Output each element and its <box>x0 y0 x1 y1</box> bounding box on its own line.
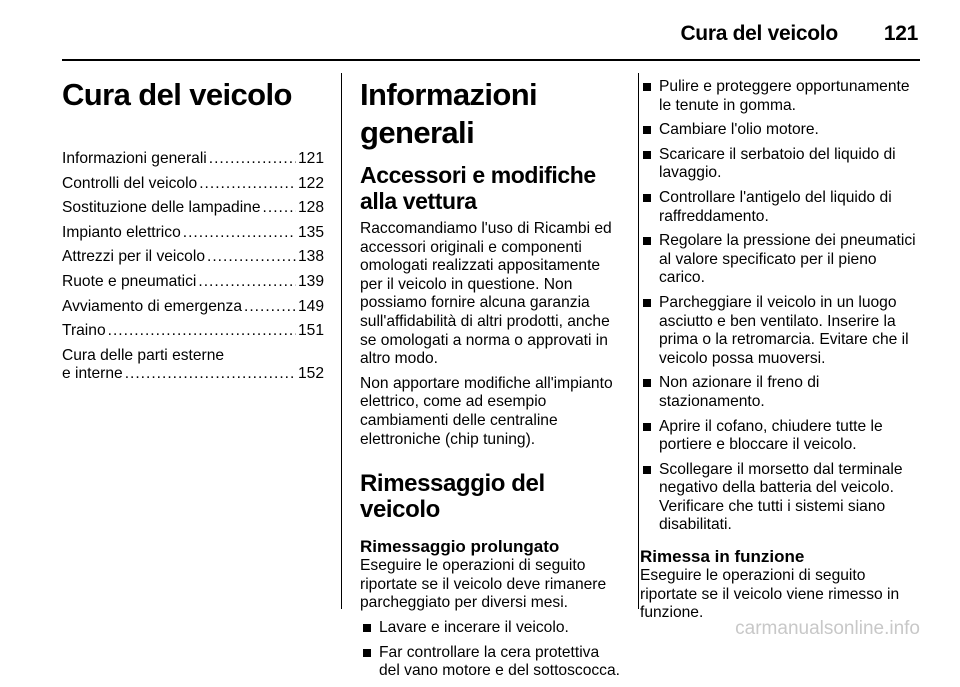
toc-entry[interactable] <box>62 199 324 218</box>
paragraph: Eseguire le operazioni di seguito riportate se il veicolo viene rimesso in funzione. <box>640 567 900 622</box>
toc-entry-page: 122 <box>297 174 324 192</box>
bullet-list <box>640 78 922 535</box>
toc-entry-label: Attrezzi per il veicolo <box>62 248 205 266</box>
toc-entry-page: 149 <box>297 297 324 315</box>
toc-leader <box>263 199 296 218</box>
toc-entry[interactable] <box>62 224 324 243</box>
subsection-heading: Rimessaggio prolungato <box>360 537 560 557</box>
subsection-heading: Rimessa in funzione <box>640 547 805 567</box>
list-item: Cambiare l'olio motore. <box>640 121 922 140</box>
paragraph: Eseguire le operazioni di seguito riportate se il veicolo deve rimanere parcheggiato per diversi mesi. <box>360 557 607 612</box>
toc-entry-page: 128 <box>297 199 324 217</box>
paragraph: Non apportare modifiche all'impianto elettrico, come ad esempio cambiamenti delle centraline elettroniche (chip tuning). <box>360 374 613 448</box>
toc-entry-label: Impianto elettrico <box>62 223 181 241</box>
watermark: carmanualsonline.info <box>735 618 920 639</box>
list-item: Aprire il cofano, chiudere tutte le portiere e bloccare il veicolo. <box>640 418 922 455</box>
table-of-contents <box>62 150 324 384</box>
toc-entry-label: e interne <box>62 365 123 383</box>
toc-leader <box>125 365 296 384</box>
toc-entry[interactable] <box>62 298 324 317</box>
toc-entry-page: 139 <box>297 272 324 290</box>
toc-entry[interactable] <box>62 175 324 194</box>
toc-entry-row <box>62 365 324 384</box>
toc-entry[interactable] <box>62 150 324 169</box>
paragraph: Raccomandiamo l'uso di Ricambi ed accessori originali e componenti omologati realizzati appositamente per il veicolo in questione. Non possiamo fornire alcuna garanzia sull'affidabilità di altri prodotti, anche se omologati a norma o approvati in altro modo. <box>360 220 612 368</box>
page-number: 121 <box>883 22 918 45</box>
toc-leader <box>183 224 296 243</box>
toc-leader <box>108 322 296 341</box>
toc-entry-label: Sostituzione delle lampadine <box>62 199 261 217</box>
header-title: Cura del veicolo <box>680 22 838 45</box>
toc-entry[interactable] <box>62 248 324 267</box>
column-divider-right <box>638 73 639 609</box>
toc-entry-label: Traino <box>62 322 106 340</box>
toc-column <box>62 70 324 390</box>
toc-entry[interactable] <box>62 322 324 341</box>
toc-entry-label: Informazioni generali <box>62 150 207 167</box>
section-title: Informazioni generali <box>360 77 538 150</box>
toc-entry[interactable] <box>62 273 324 292</box>
list-item: Non azionare il freno di stazionamento. <box>640 374 922 411</box>
list-item: Pulire e proteggere opportunamente le tenute in gomma. <box>640 78 922 115</box>
content-column-middle <box>360 70 622 687</box>
list-item: Controllare l'antigelo del liquido di raffreddamento. <box>640 189 922 226</box>
subsection-title: Accessori e modifiche alla vettura <box>360 162 596 214</box>
toc-entry-label: Ruote e pneumatici <box>62 272 197 290</box>
toc-entry-page: 138 <box>297 248 324 266</box>
section-heading: Rimessaggio del veicolo <box>360 470 545 524</box>
list-item: Scollegare il morsetto dal terminale negativo della batteria del veicolo. Verificare che tutti i sistemi siano disabilitati. <box>640 461 922 535</box>
toc-entry-page: 151 <box>297 322 324 340</box>
column-divider-left <box>341 73 342 609</box>
toc-entry-label: Avviamento di emergenza <box>62 297 243 315</box>
list-item: Lavare e incerare il veicolo. <box>360 619 622 638</box>
list-item: Scaricare il serbatoio del liquido di lavaggio. <box>640 146 922 183</box>
toc-entry-label: Cura delle parti esterne <box>62 346 225 364</box>
toc-entry-page: 121 <box>297 150 324 167</box>
toc-leader <box>198 273 296 292</box>
toc-leader <box>199 175 296 194</box>
chapter-title: Cura del veicolo <box>62 77 292 112</box>
toc-leader <box>244 298 296 317</box>
content-column-right <box>640 70 922 629</box>
toc-entry-page: 135 <box>297 223 324 241</box>
list-item: Regolare la pressione dei pneumatici al valore specificato per il pieno carico. <box>640 232 922 288</box>
page-header <box>0 16 918 52</box>
toc-entry[interactable] <box>62 347 324 384</box>
bullet-list <box>360 619 622 681</box>
toc-entry-page: 152 <box>297 365 324 383</box>
header-rule <box>62 59 920 61</box>
list-item: Far controllare la cera protettiva del vano motore e del sottoscocca. <box>360 644 622 681</box>
toc-leader <box>207 248 296 267</box>
list-item: Parcheggiare il veicolo in un luogo asciutto e ben ventilato. Inserire la prima o la retromarcia. Evitare che il veicolo possa muoversi. <box>640 294 922 368</box>
toc-entry-label: Controlli del veicolo <box>62 174 198 192</box>
toc-leader <box>209 150 296 169</box>
